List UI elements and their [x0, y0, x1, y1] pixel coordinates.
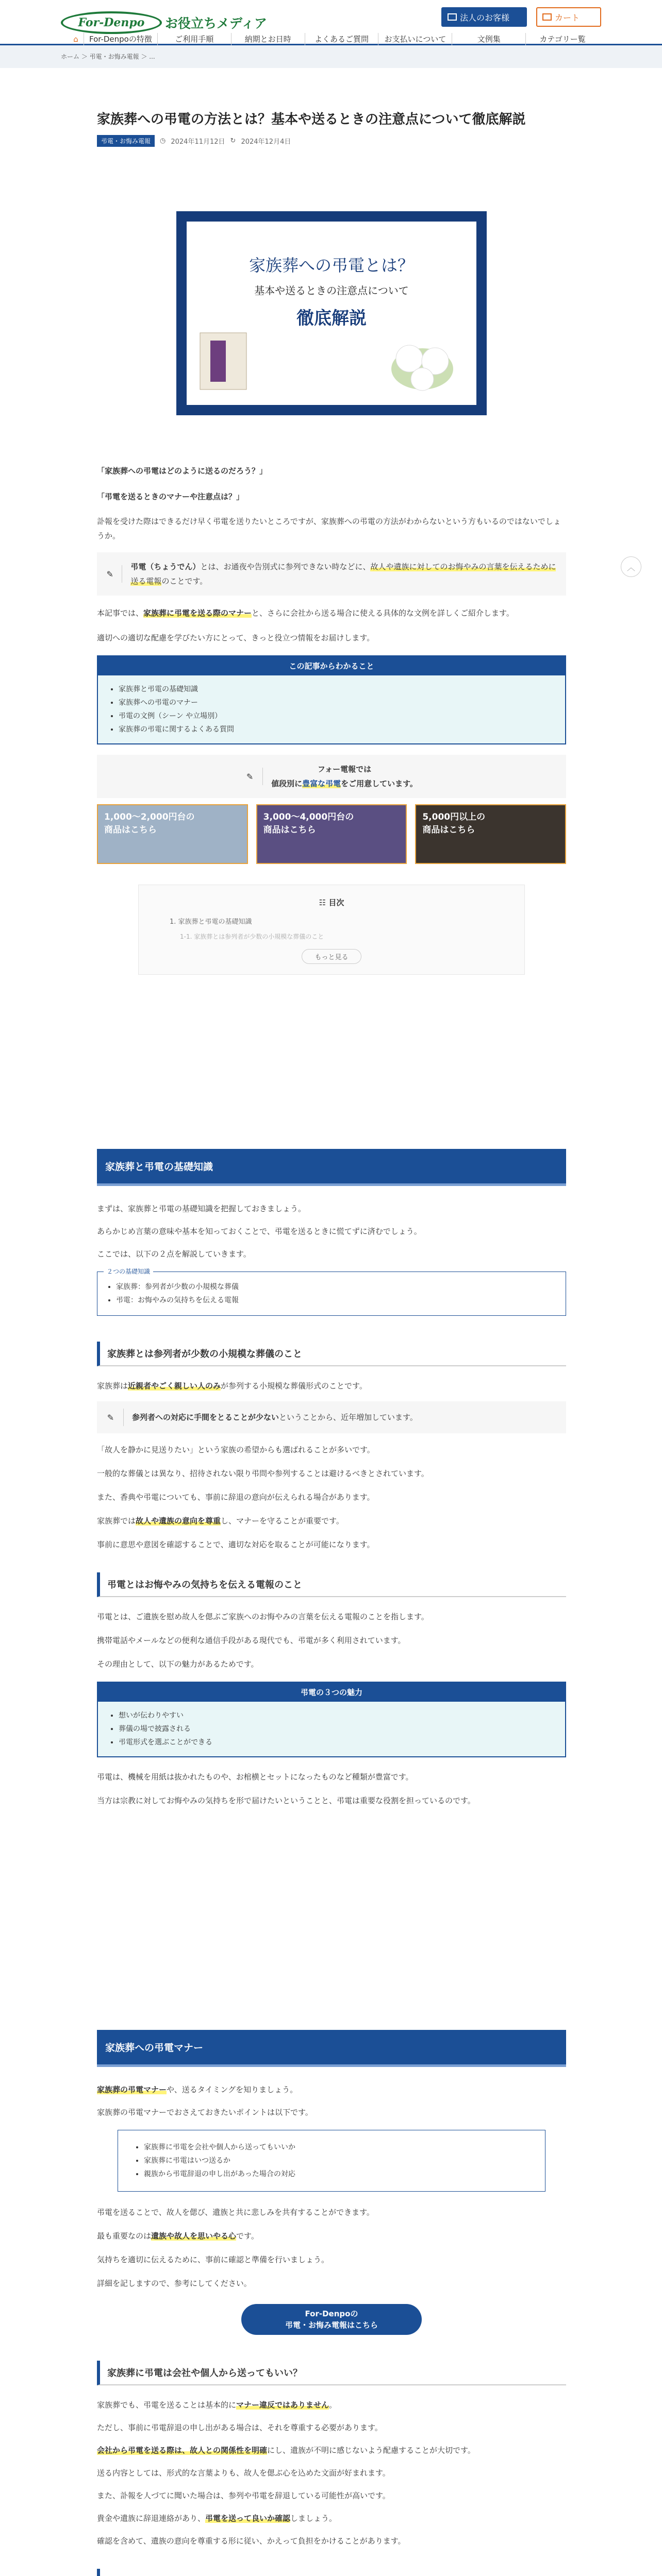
summary-item: • 家族葬と弔電の基礎知識 [119, 683, 544, 696]
refresh-icon: ↻ [230, 137, 236, 145]
list-item: • 葬儀の場で披露される [119, 1722, 544, 1736]
t: が参列する小規模な葬儀形式のことです。 [221, 1381, 367, 1391]
definition-end: のことです。 [161, 577, 208, 586]
highlight: 近親者やごく親しい人のみ [128, 1381, 221, 1391]
category-badge[interactable]: 弔電・お悔み電報 [97, 135, 155, 147]
t: や、送るタイミングを知りましょう。 [167, 2085, 298, 2094]
subsection-heading: 家族葬に弔電は会社や個人から送ってもいい？ [97, 2361, 566, 2385]
paragraph: 携帯電話やメールなどの便利な通信手段がある現代でも、弔電が多く利用されています。 [97, 1636, 406, 1645]
clock-icon: ◷ [160, 137, 166, 145]
intro-paragraph: 訃報を受けた際はできるだけ早く弔電を送りたいところですが、家族葬への弔電の方法がわからないという方もいるのではないでしょうか。 [97, 517, 561, 540]
site-header [0, 0, 662, 45]
paragraph [97, 1514, 566, 1528]
summary-item: • 弔電の文例（シーン や立場別） [119, 709, 544, 723]
highlight: 遺族や故人を思いやる心 [151, 2231, 237, 2241]
t: しましょう。 [290, 2514, 337, 2523]
price-banners [97, 804, 566, 864]
list-item: • 家族葬：参列者が少数の小規模な葬儀 [116, 1280, 547, 1294]
t: 値段別に [271, 779, 303, 788]
nav-home[interactable]: ⌂ [73, 35, 78, 44]
paragraph: ただし、事前に弔電辞退の申し出がある場合は、それを尊重する必要があります。 [97, 2423, 383, 2432]
nav-payment[interactable]: お支払いについて [378, 33, 452, 45]
paragraph: 確認を含めて、遺族の意向を尊重する形に従い、かえって負担をかけることがあります。 [97, 2536, 406, 2546]
cart-button-label: カート [555, 12, 580, 23]
toc-title-text: 目次 [328, 898, 344, 907]
t: にし、遺族が不明に感じないよう配慮することが大切です。 [267, 2446, 475, 2455]
paragraph [97, 2398, 566, 2412]
pen-icon: ✎ [245, 768, 263, 785]
paragraph [97, 2443, 566, 2458]
t: 家族葬では [97, 1516, 136, 1526]
paragraph: あらかじめ言葉の意味や基本を知っておくことで、弔電を送るときに慌てずに済むでしょう。 [97, 1227, 422, 1236]
charm-list [98, 1702, 565, 1756]
t: と、さらに会社から送る場合に使える具体的な文例を詳しくご紹介します。 [252, 608, 514, 618]
banner-label: 1,000～2,000円台の [104, 812, 195, 822]
list-icon: ☷ [319, 898, 329, 907]
summary-box [97, 655, 566, 744]
t: 本記事では、 [97, 608, 144, 618]
cta-line1: For-Denpoの [305, 2309, 358, 2318]
paragraph: 「故人を静かに見送りたい」という家族の希望からも選ばれることが多いです。 [97, 1445, 375, 1454]
price-banner-low[interactable] [97, 804, 248, 864]
cart-icon [542, 13, 552, 21]
list-item: • 弔電：お悔やみの気持ちを伝える電報 [116, 1294, 547, 1307]
nav-categories[interactable]: カテゴリー覧 [525, 33, 599, 45]
question-1: 「家族葬への弔電はどのように送るのだろう？」 [97, 466, 268, 476]
nav-delivery[interactable]: 納期とお日時 [231, 33, 305, 45]
banner-label: 3,000～4,000円台の [263, 812, 354, 822]
definition-highlight: 故人や遺族に対してのお悔やみの言葉を伝えるために送る電報 [130, 562, 556, 586]
banner-label2: 商品はこちら [263, 825, 316, 835]
logo[interactable] [61, 11, 267, 34]
paragraph [97, 2511, 566, 2526]
toc-item[interactable]: 1-1. 家族葬とは参列者が少数の小規模な葬儀のこと [180, 933, 324, 940]
intro-paragraph-3: 適切への適切な配慮を学びたい方にとって、きっと役立つ情報をお届けします。 [97, 633, 375, 642]
basics-list [116, 1280, 547, 1307]
scroll-to-top-button[interactable] [621, 556, 641, 577]
promo-sub [271, 776, 418, 791]
chevron-up-icon: ︿ [626, 562, 635, 572]
t: 最も重要なのは [97, 2231, 152, 2241]
t: です。 [236, 2231, 259, 2241]
paragraph [97, 2229, 566, 2243]
paragraph: また、訃報を人づてに聞いた場合は、参列や弔電を辞退している可能性が高いです。 [97, 2491, 390, 2500]
section-manners [97, 2030, 566, 2576]
breadcrumb[interactable]: ホーム ＞ 弔電・お悔み電報 ＞ ... [0, 45, 662, 68]
basics-box [97, 1268, 566, 1316]
toc-list [139, 910, 524, 949]
paragraph: まずは、家族葬と弔電の基礎知識を把握しておきましょう。 [97, 1204, 306, 1213]
t: 家族葬でも、弔電を送ることは基本的に [97, 2400, 237, 2410]
nav-steps[interactable]: ご利用手順 [157, 33, 231, 45]
nav-faq[interactable]: よくあるご質問 [305, 33, 378, 45]
lily-flower-icon [378, 323, 466, 400]
toc-item[interactable]: 1. 家族葬と弔電の基礎知識 [170, 918, 252, 926]
section-basics [97, 1149, 566, 1808]
pen-icon: ✎ [106, 565, 122, 583]
paragraph: 事前に意思や意図を確認することで、適切な対応を取ることが可能になります。 [97, 1540, 375, 1549]
corporate-button-label: 法人のお客様 [460, 12, 510, 23]
paragraph [97, 1379, 566, 1393]
list-item: • 弔電形式を選ぶことができる [119, 1736, 544, 1749]
promo-title: フォー電報では [317, 765, 372, 774]
summary-list [98, 675, 565, 743]
section-heading: 家族葬と弔電の基礎知識 [97, 1149, 566, 1186]
intro-paragraph-2 [97, 606, 566, 620]
note-text [132, 1410, 418, 1425]
published-date: 2024年11月12日 [171, 138, 225, 146]
paragraph: 家族葬の弔電マナーでおさえておきたいポイントは以下です。 [97, 2108, 313, 2117]
t: をご用意しています。 [341, 779, 418, 788]
banner-label: 5,000円以上の [422, 812, 486, 822]
section-heading: 家族葬への弔電マナー [97, 2030, 566, 2067]
corporate-button[interactable] [441, 7, 527, 27]
manner-list [144, 2141, 519, 2181]
article-meta [97, 135, 291, 147]
highlight: マナー違反ではありません [236, 2400, 329, 2410]
envelope-icon [195, 328, 257, 395]
updated-date: 2024年12月4日 [241, 138, 291, 146]
highlight: 家族葬の弔電マナー [97, 2085, 167, 2094]
telegram-cta-button[interactable] [241, 2304, 422, 2335]
toc-more-button[interactable]: もっと見る [302, 949, 361, 964]
nav-features[interactable]: For-Denpoの特徴 [84, 33, 157, 45]
subsection-heading: 家族葬とは参列者が少数の小規模な葬儀のこと [97, 1342, 566, 1366]
list-item: • 親族から弔電辞退の申し出があった場合の対応 [144, 2167, 519, 2181]
paragraph: 詳細を記しますので、参考にしてください。 [97, 2279, 252, 2288]
nav-examples[interactable]: 文例集 [452, 33, 525, 45]
hero-panel [187, 222, 476, 405]
building-icon [448, 13, 457, 21]
highlight: 豊富な弔電 [302, 779, 341, 788]
table-of-contents [138, 885, 525, 975]
definition-mid: とは、お通夜や告別式に参列できない時などに、 [200, 562, 371, 571]
summary-title: この記事からわかること [98, 656, 565, 675]
definition-term: 弔電（ちょうでん） [130, 562, 201, 571]
page-title: 家族葬への弔電の方法とは？基本や送るときの注意点について徹底解説 [97, 112, 526, 127]
paragraph: その理由として、以下の魅力があるためです。 [97, 1659, 259, 1669]
summary-item: • 家族葬への弔電のマナー [119, 696, 544, 709]
charm-box-title: 弔電の３つの魅力 [98, 1683, 565, 1702]
banner-label2: 商品はこちら [104, 825, 157, 835]
t: 。 [329, 2400, 337, 2410]
paragraph: また、香典や弔電についても、事前に辞退の意向が伝えられる場合があります。 [97, 1493, 375, 1502]
highlight: 弔電を送って良いか確認 [205, 2514, 291, 2523]
paragraph: 一般的な葬儀とは異なり、招待されない限り弔問や参列することは避けるべきとされています。 [97, 1469, 429, 1478]
paragraph [97, 2082, 566, 2097]
promo-text [271, 762, 418, 791]
question-2: 「弔電を送るときのマナーや注意点は？」 [97, 492, 244, 501]
paragraph: 気持ちを適切に伝えるために、事前に確認と準備を行いましょう。 [97, 2255, 329, 2264]
manner-box [118, 2130, 545, 2192]
list-item: • 家族葬に弔電はいつ送るか [144, 2154, 519, 2167]
banner-label2: 商品はこちら [422, 825, 475, 835]
highlight: 会社から弔電を送る際は、故人との関係性を明確 [97, 2446, 268, 2455]
basics-box-label: ２つの基礎知識 [104, 1267, 153, 1276]
list-item: • 家族葬に弔電を会社や個人から送ってもいいか [144, 2141, 519, 2154]
paragraph: 当方は宗教に対してお悔やみの気持ちを形で届けたいということと、弔電は重要な役割を担っているのです。 [97, 1796, 475, 1805]
note-bold: 参列者への対応に手間をとることが少ない [132, 1413, 279, 1422]
hero-line2: 基本や送るときの注意点について [254, 284, 409, 297]
promo-note [97, 755, 566, 798]
pen-icon: ✎ [106, 1409, 124, 1426]
subsection-heading [97, 2569, 566, 2576]
subsection-heading: 弔電とはお悔やみの気持ちを伝える電報のこと [97, 1572, 566, 1597]
definition-note [97, 552, 566, 596]
list-item: • 想いが伝わりやすい [119, 1709, 544, 1722]
paragraph: 送る内容としては、形式的な言葉よりも、故人を偲ぶ心を込めた文面が好まれます。 [97, 2468, 390, 2478]
t: 家族葬は [97, 1381, 128, 1391]
hero-line1: 家族葬への弔電とは？ [249, 256, 414, 275]
main-nav [68, 33, 599, 45]
charm-box [97, 1682, 566, 1757]
summary-item: • 家族葬の弔電に関するよくある質問 [119, 723, 544, 736]
price-banner-high[interactable] [415, 804, 566, 864]
t: 貴金や遺族に辞退連絡があり、 [97, 2514, 206, 2523]
hero-image [176, 211, 487, 415]
toc-title [139, 895, 524, 910]
note [97, 1401, 566, 1433]
hero-line3: 徹底解説 [296, 308, 367, 329]
price-banner-mid[interactable] [256, 804, 407, 864]
logo-mark: For-Denpo [61, 11, 162, 34]
paragraph: 弔電は、機械を用紙は抜かれたものや、お棺横とセットになったものなど種類が豊富です。 [97, 1772, 413, 1782]
cart-button[interactable] [536, 7, 601, 27]
highlight: 故人や遺族の意向を尊重 [136, 1516, 221, 1526]
highlight: 家族葬に弔電を送る際のマナー [143, 608, 252, 618]
definition-text [130, 560, 557, 588]
intro-section [97, 464, 566, 975]
cta-line2: 弔電・お悔み電報はこちら [285, 2320, 378, 2330]
t: ということから、近年増加しています。 [279, 1413, 418, 1422]
logo-subtitle: お役立ちメディア [165, 16, 268, 31]
paragraph: 弔電とは、ご遺族を慰め故人を偲ぶご家族へのお悔やみの言葉を伝える電報のことを指します。 [97, 1612, 429, 1621]
t: し、マナーを守ることが重要です。 [221, 1516, 344, 1526]
paragraph: 弔電を送ることで、故人を偲び、遺族と共に悲しみを共有することができます。 [97, 2208, 374, 2217]
paragraph: ここでは、以下の２点を解説していきます。 [97, 1249, 251, 1259]
